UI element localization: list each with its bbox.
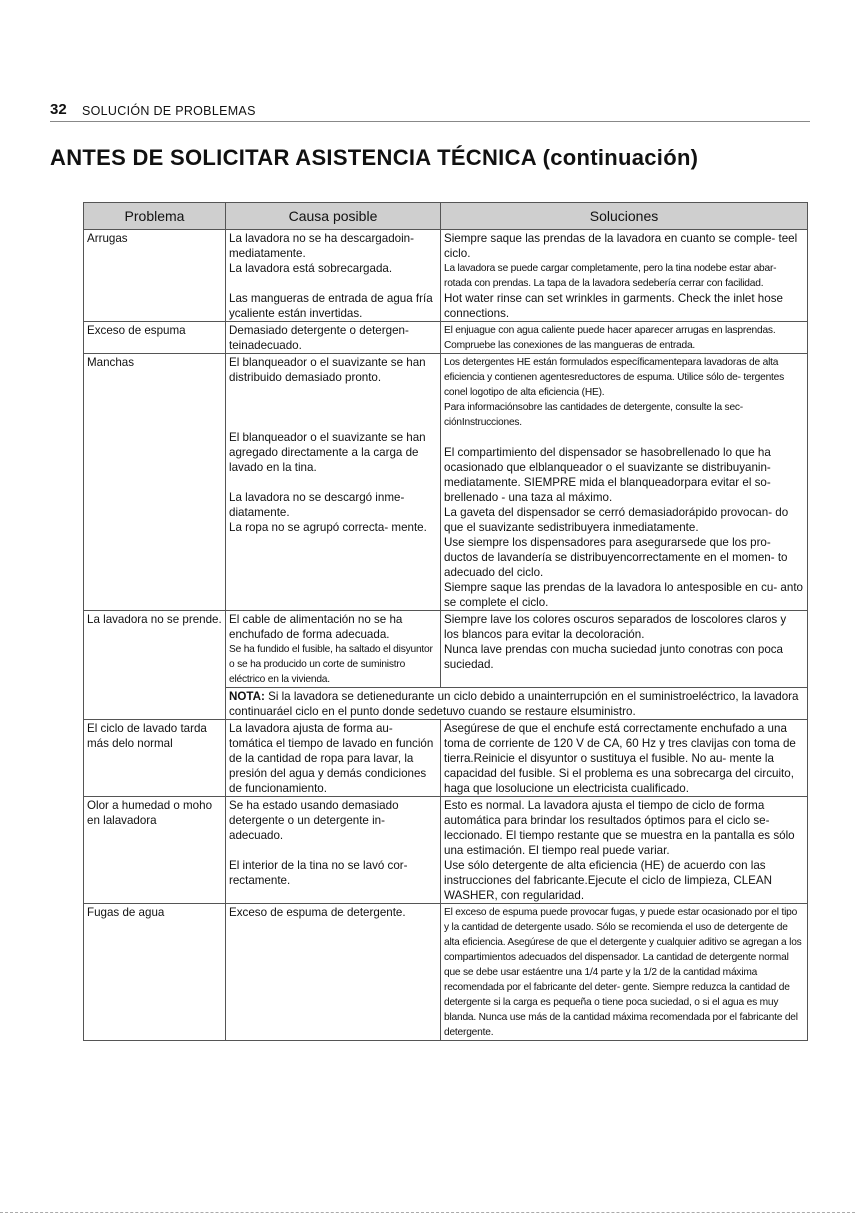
solution-text: Use sólo detergente de alta eficiencia (HE) de acuerdo con las instrucciones del fabricante.Ejecute el ciclo de limpieza, CLEAN WASHER, con regularidad. [444, 859, 773, 902]
solution-text: Esto es normal. La lavadora ajusta el tiempo de ciclo de forma automática para brindar los resultados óptimos para el ciclo se- leccionado. El tiempo restante que se muestra en la pantalla es sólo una estimación. El tiempo real puede variar. [444, 799, 795, 857]
solution-cell [441, 611, 808, 688]
cause-cell: Demasiado detergente o detergen- teinadecuado. [226, 322, 441, 354]
cause-text: Se ha estado usando demasiado detergente o un detergente in- adecuado. [229, 799, 399, 842]
solution-cell [441, 230, 808, 322]
table-row [84, 904, 808, 1041]
table-row [84, 611, 808, 688]
header-problema: Problema [84, 203, 226, 230]
header-soluciones: Soluciones [441, 203, 808, 230]
problem-cell: Arrugas [84, 230, 226, 322]
cause-text: La lavadora no se ha descargadoin- mediatamente. [229, 232, 414, 260]
cause-text: La lavadora está sobrecargada. [229, 262, 393, 275]
table-row [84, 354, 808, 611]
cause-text: La lavadora no se descargó inme- diatamente. [229, 491, 405, 519]
table-row [84, 230, 808, 322]
cause-cell [226, 797, 441, 904]
cause-cell [226, 230, 441, 322]
page-number: 32 [50, 101, 67, 118]
table-header-row [84, 203, 808, 230]
cause-text: El cable de alimentación no se ha enchufado de forma adecuada. [229, 613, 403, 641]
cause-text: La ropa no se agrupó correcta- mente. [229, 521, 427, 534]
page-header [50, 101, 810, 122]
solution-text: Hot water rinse can set wrinkles in garments. Check the inlet hose connections. [444, 292, 783, 320]
solution-cell [441, 354, 808, 611]
solution-text: Nunca lave prendas con mucha suciedad junto conotras con poca suciedad. [444, 643, 784, 671]
cause-text: Las mangueras de entrada de agua fría ycaliente están invertidas. [229, 292, 433, 320]
solution-text: Use siempre los dispensadores para asegurarsede que los pro- ductos de lavandería se distribuyencorrectamente en el momen- to adecuado del ciclo. [444, 536, 788, 579]
table-row [84, 322, 808, 354]
solution-text: Los detergentes HE están formulados específicamentepara lavadoras de alta eficiencia y contienen agentesreductores de espuma. Utilice sólo de- tergentes conel logotipo de alta eficiencia (HE). [444, 357, 785, 398]
cause-text: El blanqueador o el suavizante se han distribuido demasiado pronto. [229, 356, 426, 384]
problem-cell: Exceso de espuma [84, 322, 226, 354]
cause-text: El blanqueador o el suavizante se han agregado directamente a la carga de lavado en la tina. [229, 431, 426, 474]
problem-cell: La lavadora no se prende. [84, 611, 226, 720]
table-row [84, 720, 808, 797]
problem-cell: El ciclo de lavado tarda más delo normal [84, 720, 226, 797]
cause-cell [226, 354, 441, 611]
solution-text: Siempre saque las prendas de la lavadora en cuanto se comple- teel ciclo. [444, 232, 798, 260]
note-text: Si la lavadora se detienedurante un ciclo debido a unainterrupción en el suministroeléctrico, la lavadora continuaráel ciclo en el punto donde sedetuvo cuando se restaure elsuministro. [229, 690, 799, 718]
note-cell [226, 688, 808, 720]
header-causa: Causa posible [226, 203, 441, 230]
solution-text: Para informaciónsobre las cantidades de detergente, consulte la sec- ciónInstrucciones. [444, 402, 743, 428]
problem-cell: Fugas de agua [84, 904, 226, 1041]
solution-text: La lavadora se puede cargar completamente, pero la tina nodebe estar abar- rotada con prendas. La tapa de la lavadora sedebería cerrar con facilidad. [444, 263, 777, 289]
solution-text: La gaveta del dispensador se cerró demasiadorápido provocan- do que el suavizante sedistribuyera inmediatamente. [444, 506, 789, 534]
solution-text: Asegúrese de que el enchufe está correctamente enchufado a una toma de corriente de 120 V de CA, 60 Hz y tres clavijas con toma de tierra.Reinicie el disyuntor o sustituya el fusible. No au- mente la capacidad del fusible. Si el problema es una sobrecarga del circuito, haga que losolucione un electricista cualificado. [444, 722, 796, 795]
solution-cell [441, 322, 808, 354]
page-title: ANTES DE SOLICITAR ASISTENCIA TÉCNICA (continuación) [50, 145, 699, 170]
page-bottom-rule [0, 1212, 855, 1213]
solution-cell [441, 720, 808, 797]
section-title: SOLUCIÓN DE PROBLEMAS [82, 104, 256, 118]
cause-text: El interior de la tina no se lavó cor- rectamente. [229, 859, 408, 887]
problem-cell: Olor a humedad o moho en lalavadora [84, 797, 226, 904]
solution-text: El compartimiento del dispensador se hasobrellenado lo que ha ocasionado que elblanqueador o el suavizante se distribuyanin- mediatamente. SIEMPRE mida el blanqueadorpara evitar el so- brellenado - una taza al máximo. [444, 446, 771, 504]
note-label: NOTA: [229, 690, 265, 703]
table-row [84, 797, 808, 904]
cause-cell: La lavadora ajusta de forma au- tomática el tiempo de lavado en función de la cantidad de ropa para lavar, la presión del agua y demás condiciones de funcionamiento. [226, 720, 441, 797]
problem-cell: Manchas [84, 354, 226, 611]
solution-text: Siempre saque las prendas de la lavadora lo antesposible en cu- anto se complete el ciclo. [444, 581, 803, 609]
solution-text: El exceso de espuma puede provocar fugas, y puede estar ocasionado por el tipo y la cantidad de detergente usado. Sólo se recomienda el uso de detergente de alta eficiencia. Asegúrese de que el detergente y cualquier aditivo se agregan a los compartimientos adecuados del dispensador. La cantidad de detergente normal que se debe usar estáentre una 1/4 parte y la 1/2 de la cantidad máxima recomendada por el fabricante del deter- gente. Siempre reduzca la cantidad de detergente si la carga es pequeña o tiene poca suciedad, o si el agua es muy blanda. Nunca use más de la cantidad máxima recomendada por el fabricante del detergente. [444, 907, 802, 1038]
cause-text: Se ha fundido el fusible, ha saltado el disyuntor o se ha producido un corte de suministro eléctrico en la vivienda. [229, 644, 433, 685]
solution-cell [441, 797, 808, 904]
cause-cell: Exceso de espuma de detergente. [226, 904, 441, 1041]
cause-cell [226, 611, 441, 688]
solution-text: El enjuague con agua caliente puede hacer aparecer arrugas en lasprendas. Compruebe las conexiones de las mangueras de entrada. [444, 325, 776, 351]
solution-cell [441, 904, 808, 1041]
solution-text: Siempre lave los colores oscuros separados de loscolores claros y los blancos para evitar la decoloración. [444, 613, 787, 641]
troubleshooting-table [83, 202, 808, 1041]
